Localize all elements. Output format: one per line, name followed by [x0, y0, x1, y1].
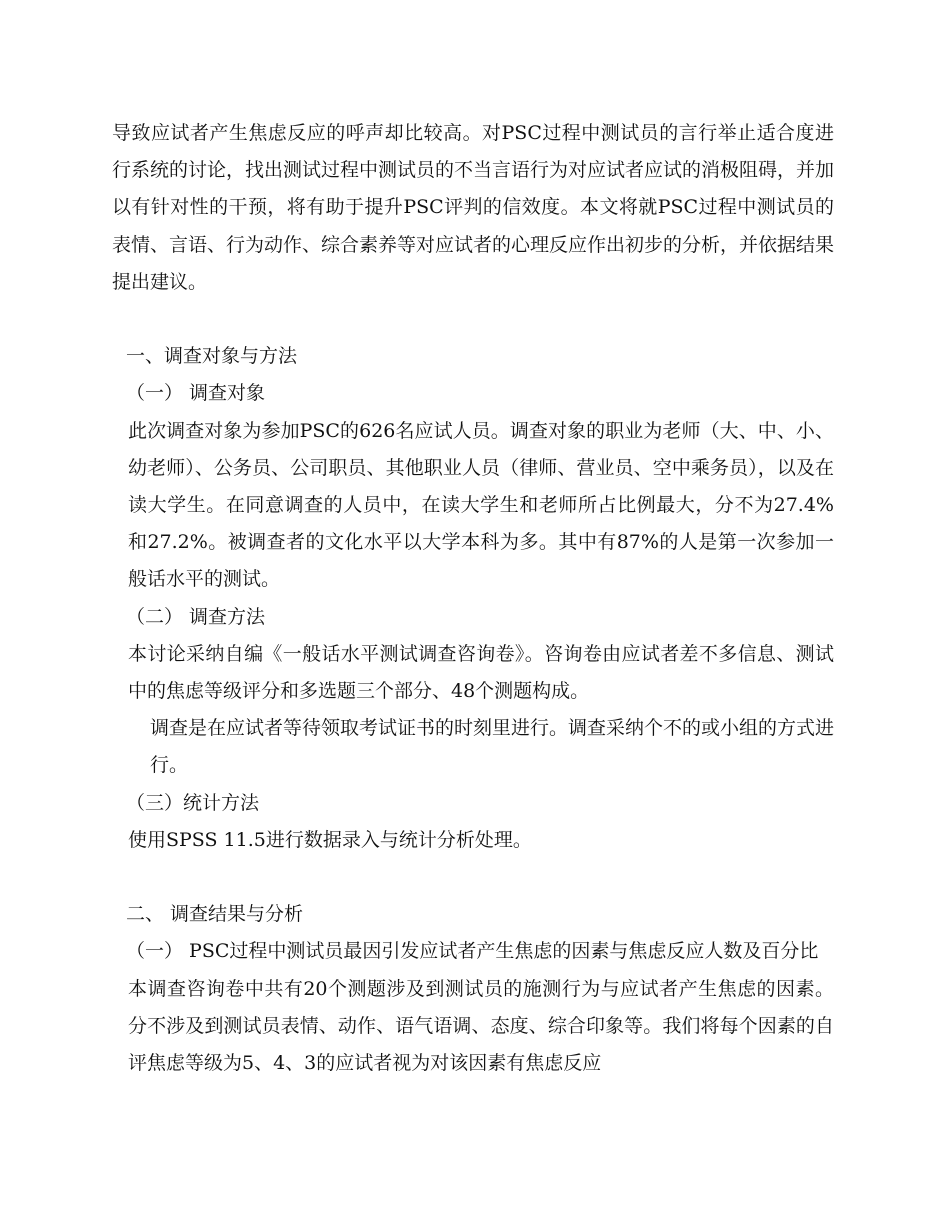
section-1-paragraph-1: 此次调查对象为参加PSC的626名应试人员。调查对象的职业为老师（大、中、小、幼老师）、公务员、公司职员、其他职业人员（律师、营业员、空中乘务员），以及在读大学生。在同意调查的人员中，在读大学生和老师所占比例最大，分不为27.4%和27.2%。被调查者的文化水平以大学本科为多。其中有87%的人是第一次参加一般话水平的测试。: [128, 419, 834, 591]
intro-paragraph: 导致应试者产生焦虑反应的呼声却比较高。对PSC过程中测试员的言行举止适合度进行系统的讨论，找出测试过程中测试员的不当言语行为对应试者应试的消极阻碍，并加以有针对性的干预，将有助于提升PSC评判的信效度。本文将就PSC过程中测试员的表情、言语、行为动作、综合素养等对应试者的心理反应作出初步的分析，并依据结果提出建议。: [112, 122, 835, 293]
section-1-subheading-3: （三）统计方法: [126, 791, 260, 814]
section-spacer: [112, 301, 834, 338]
section-1-paragraph-3: 调查是在应试者等待领取考试证书的时刻里进行。调查采纳个不的或小组的方式进行。: [150, 717, 835, 777]
section-1-subheading-2: （二） 调查方法: [126, 605, 266, 628]
section-2-subheading-1: （一） PSC过程中测试员最因引发应试者产生焦虑的因素与焦虑反应人数及百分比: [126, 940, 819, 963]
section-2-heading: 二、 调查结果与分析: [126, 903, 304, 926]
section-1-subheading-1: （一） 调查对象: [126, 382, 266, 405]
section-spacer: [112, 859, 834, 896]
document-body: [112, 115, 834, 1082]
section-1-heading: 一、调查对象与方法: [126, 345, 298, 368]
section-2-paragraph-1: 本调查咨询卷中共有20个测题涉及到测试员的施测行为与应试者产生焦虑的因素。分不涉及到测试员表情、动作、语气语调、态度、综合印象等。我们将每个因素的自评焦虑等级为5、4、3的应试者视为对该因素有焦虑反应: [128, 977, 834, 1075]
section-1-paragraph-2: 本讨论采纳自编《一般话水平测试调查咨询卷》。咨询卷由应试者差不多信息、测试中的焦虑等级评分和多选题三个部分、48个测题构成。: [128, 642, 834, 703]
section-1-paragraph-4: 使用SPSS 11.5进行数据录入与统计分析处理。: [128, 828, 532, 851]
